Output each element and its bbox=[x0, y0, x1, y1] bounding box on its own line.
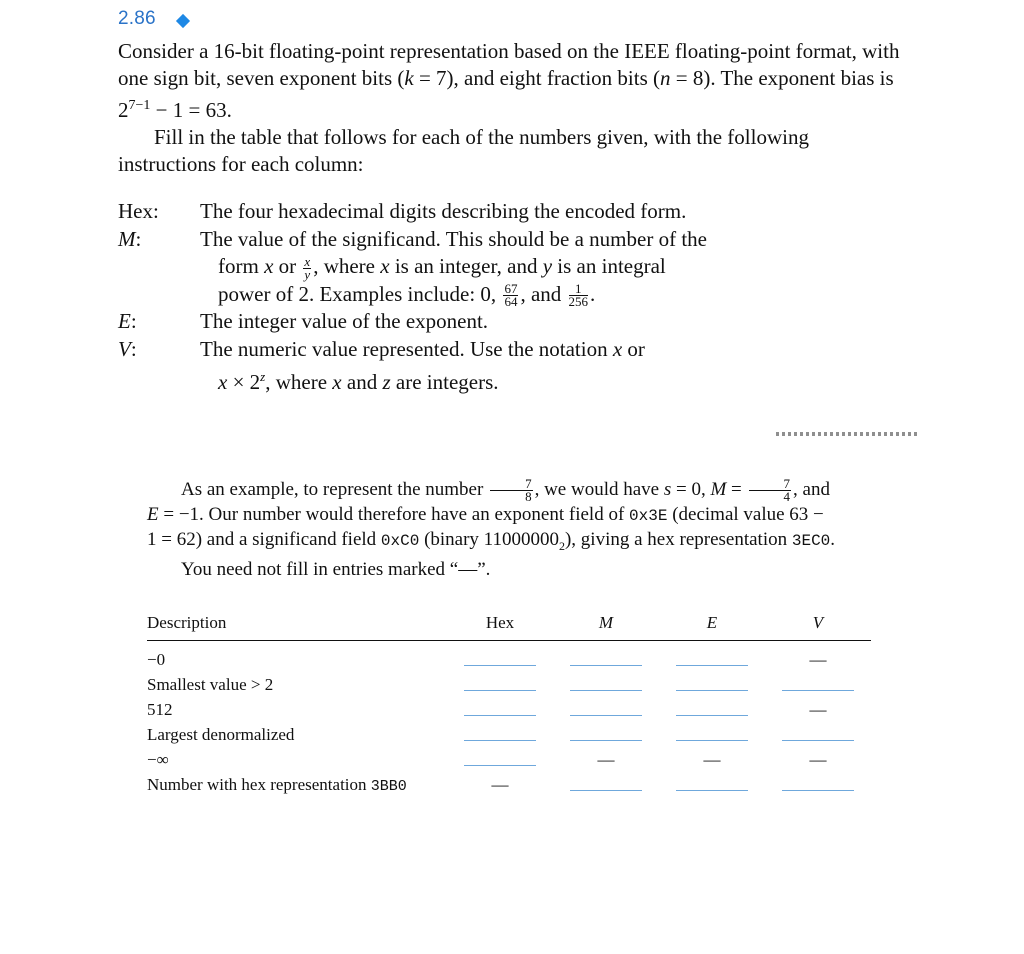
table-row bbox=[147, 641, 871, 673]
problem-number: 2.86 bbox=[118, 8, 156, 29]
example-note: You need not fill in entries marked “—”. bbox=[181, 558, 491, 580]
hex-answer-blank[interactable] bbox=[447, 697, 553, 722]
intro-paragraph-2: Fill in the table that follows for each of the numbers given, with the following instructions for each column: bbox=[118, 125, 809, 176]
v-dash: — bbox=[809, 649, 827, 669]
header-hex: Hex bbox=[447, 612, 553, 641]
header-m: M bbox=[553, 612, 659, 641]
fraction-1-256: $\frac{1}{256}$ bbox=[568, 281, 589, 310]
worked-example bbox=[147, 478, 837, 581]
table-row bbox=[147, 672, 871, 697]
m-dash: — bbox=[597, 749, 615, 769]
e-answer-blank[interactable] bbox=[659, 641, 765, 673]
m-answer-blank[interactable] bbox=[553, 772, 659, 797]
intro-paragraph-1: Consider a 16-bit floating-point representation based on the IEEE floating-point format, with one sign bit, seven exponent bits (k = 7), and eight fraction bits (n = 8). The exponent bias is $2^{7-1} - 1 = 63$. bbox=[118, 39, 900, 122]
table-row bbox=[147, 722, 871, 747]
v-answer-blank[interactable] bbox=[765, 722, 871, 747]
m-answer-blank[interactable] bbox=[553, 672, 659, 697]
e-answer-blank[interactable] bbox=[659, 672, 765, 697]
header-e: E bbox=[659, 612, 765, 641]
m-answer-blank[interactable] bbox=[553, 697, 659, 722]
v-answer-blank[interactable] bbox=[765, 772, 871, 797]
hex-answer-blank[interactable] bbox=[447, 641, 553, 673]
e-answer-blank[interactable] bbox=[659, 772, 765, 797]
v-dash: — bbox=[809, 699, 827, 719]
row-description: Largest denormalized bbox=[147, 724, 295, 744]
e-answer-blank[interactable] bbox=[659, 697, 765, 722]
hex-answer-blank[interactable] bbox=[447, 672, 553, 697]
v-answer-blank[interactable] bbox=[765, 672, 871, 697]
row-description: Smallest value > 2 bbox=[147, 674, 274, 694]
row-description: Number with hex representation 3BB0 bbox=[147, 774, 407, 795]
e-answer-blank[interactable] bbox=[659, 722, 765, 747]
def-e: E: The integer value of the exponent. bbox=[118, 309, 489, 334]
header-description: Description bbox=[147, 612, 447, 641]
fraction-67-64: $\frac{67}{64}$ bbox=[504, 281, 518, 310]
hex-answer-blank[interactable] bbox=[447, 722, 553, 747]
def-m: M: The value of the significand. This should be a number of the form x or $\frac{x}{y}$ , where x is an integer, and y is an integral power of 2. Examples include: 0, $\frac{67}{64}$ , and $\frac{1}{256}$ . bbox=[118, 227, 707, 310]
problem-intro bbox=[118, 38, 908, 178]
table-row bbox=[147, 772, 871, 797]
row-description: 512 bbox=[147, 699, 173, 719]
answer-table bbox=[147, 612, 871, 797]
diamond-icon bbox=[176, 14, 190, 28]
table-header-row bbox=[147, 612, 871, 641]
hex-dash: — bbox=[491, 774, 509, 794]
dotted-separator bbox=[776, 432, 918, 436]
example-paragraph: As an example, to represent the number $\frac{7}{8}$ , we would have s = 0, M = $\frac{7}{4}$ , and E = −1. Our number would therefore have an exponent field of 0x3E (decimal value 63 − 1 = 62) and a significand field 0xC0 (binary $11000000_2$), giving a hex representation 3EC0. bbox=[147, 476, 836, 553]
def-hex: Hex: The four hexadecimal digits describing the encoded form. bbox=[118, 199, 687, 223]
table-row bbox=[147, 747, 871, 772]
e-dash: — bbox=[703, 749, 721, 769]
def-v: V: The numeric value represented. Use the notation x or $x \times 2^z$, where x and z are integers. bbox=[118, 337, 645, 395]
hex-answer-blank[interactable] bbox=[447, 747, 553, 772]
row-description: −∞ bbox=[147, 749, 169, 769]
v-dash: — bbox=[809, 749, 827, 769]
fraction-x-over-y: $\frac{x}{y}$ bbox=[304, 253, 311, 282]
m-answer-blank[interactable] bbox=[553, 641, 659, 673]
m-answer-blank[interactable] bbox=[553, 722, 659, 747]
header-v: V bbox=[765, 612, 871, 641]
table-row bbox=[147, 697, 871, 722]
column-definitions bbox=[118, 198, 918, 396]
row-description: −0 bbox=[147, 649, 166, 669]
